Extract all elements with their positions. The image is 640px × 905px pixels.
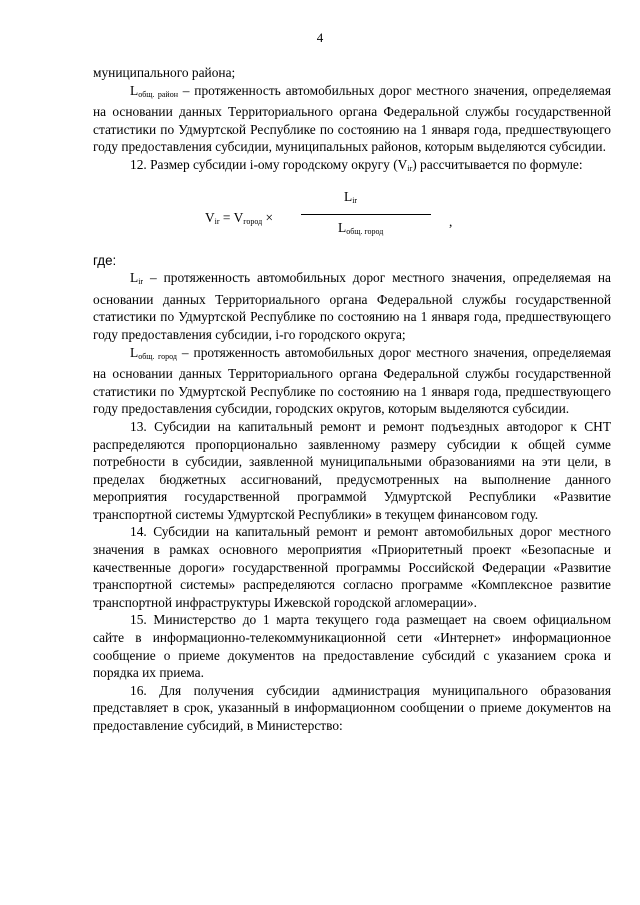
document-body [93,64,611,735]
paragraph-where: где: [93,252,117,268]
symbol-subscript: общ. район [138,89,178,99]
formula-fraction-bar [301,214,431,215]
formula-comma: , [449,213,453,229]
formula-eq-v: = V [219,209,244,225]
symbol-l: L [130,82,139,98]
formula-numerator [344,189,357,205]
paragraph-16: 16. Для получения субсидии администрация муниципального образования представляет в срок, указанный в информационном сообщении о приеме документов на предоставление субсидий, в Министерство: [93,682,611,733]
formula-v-sub: ir [214,216,220,226]
paragraph-l-district-definition [93,82,611,156]
paragraph-12-text: 12. Размер субсидии i-ому городскому округу (V [130,156,408,172]
formula-times: × [262,209,274,225]
definition-text: – протяженность автомобильных дорог местного значения, определяемая на основании данных Территориального органа Федеральной службы государственной статистики по Удмуртской Республике по состоянию на 1 января года, предшествующего году предоставления субсидии, i-го городского округа; [93,270,611,342]
formula-v: V [205,209,215,225]
subsidy-formula [93,178,611,252]
paragraph-12 [93,156,611,178]
symbol-subscript: ir [407,163,413,173]
symbol-l: L [130,344,139,360]
definition-text: – протяженность автомобильных дорог местного значения, определяемая на основании данных Территориального органа Федеральной службы государственной статистики по Удмуртской Республике по состоянию на 1 января года, предшествующего году предоставления субсидии, городских округов, которым выделяются субсидии. [93,344,612,417]
definition-text: – протяженность автомобильных дорог местного значения, определяемая на основании данных Территориального органа Федеральной службы государственной статистики по Удмуртской Республике по состоянию на 1 января года, предшествующего году предоставления субсидии, муниципальных районов, которым выделяются субсидии. [93,82,611,155]
page-number: 4 [316,30,324,45]
formula-lhs [205,210,273,226]
formula-den-sub: общ. город [346,226,384,236]
formula-v-city-sub: город [243,216,263,226]
paragraph-l-city-definition [93,344,611,418]
paragraph-municipal-district-end: муниципального района; [93,65,236,80]
symbol-subscript: общ. город [138,351,177,361]
paragraph-l-ir-definition [93,269,611,343]
formula-num-l: L [344,188,353,204]
formula-num-sub: ir [352,195,358,205]
paragraph-15: 15. Министерство до 1 марта текущего года размещает на своем официальном сайте в информационно-телекоммуникационной сети «Интернет» информационное сообщение о приеме документов на предоставление субсидий с указанием срока и порядка их приема. [93,612,611,681]
paragraph-14: 14. Субсидии на капитальный ремонт и ремонт автомобильных дорог местного значения в рамках основного мероприятия «Приоритетный проект «Безопасные и качественные дороги» государственной программы Российской Федерации «Развитие транспортной системы» распределяются согласно программе «Комплексное развитие транспортной инфраструктуры Ижевской городской агломерации». [93,524,611,610]
symbol-l: L [130,270,139,286]
paragraph-12-text-end: ) рассчитывается по формуле: [412,156,583,172]
formula-denominator [338,220,383,236]
symbol-subscript: ir [138,277,144,287]
paragraph-13: 13. Субсидии на капитальный ремонт и ремонт подъездных автодорог к СНТ распределяются пропорционально заявленному размеру субсидии к общей сумме потребности в субсидии, заявленной муниципальными образованиями на эти цели, в пределах бюджетных ассигнований, предусмотренных на выполнение данного мероприятия государственной программой Удмуртской Республики «Развитие транспортной системы Удмуртской Республики» в текущем финансовом году. [93,418,611,522]
formula-den-l: L [338,219,347,235]
